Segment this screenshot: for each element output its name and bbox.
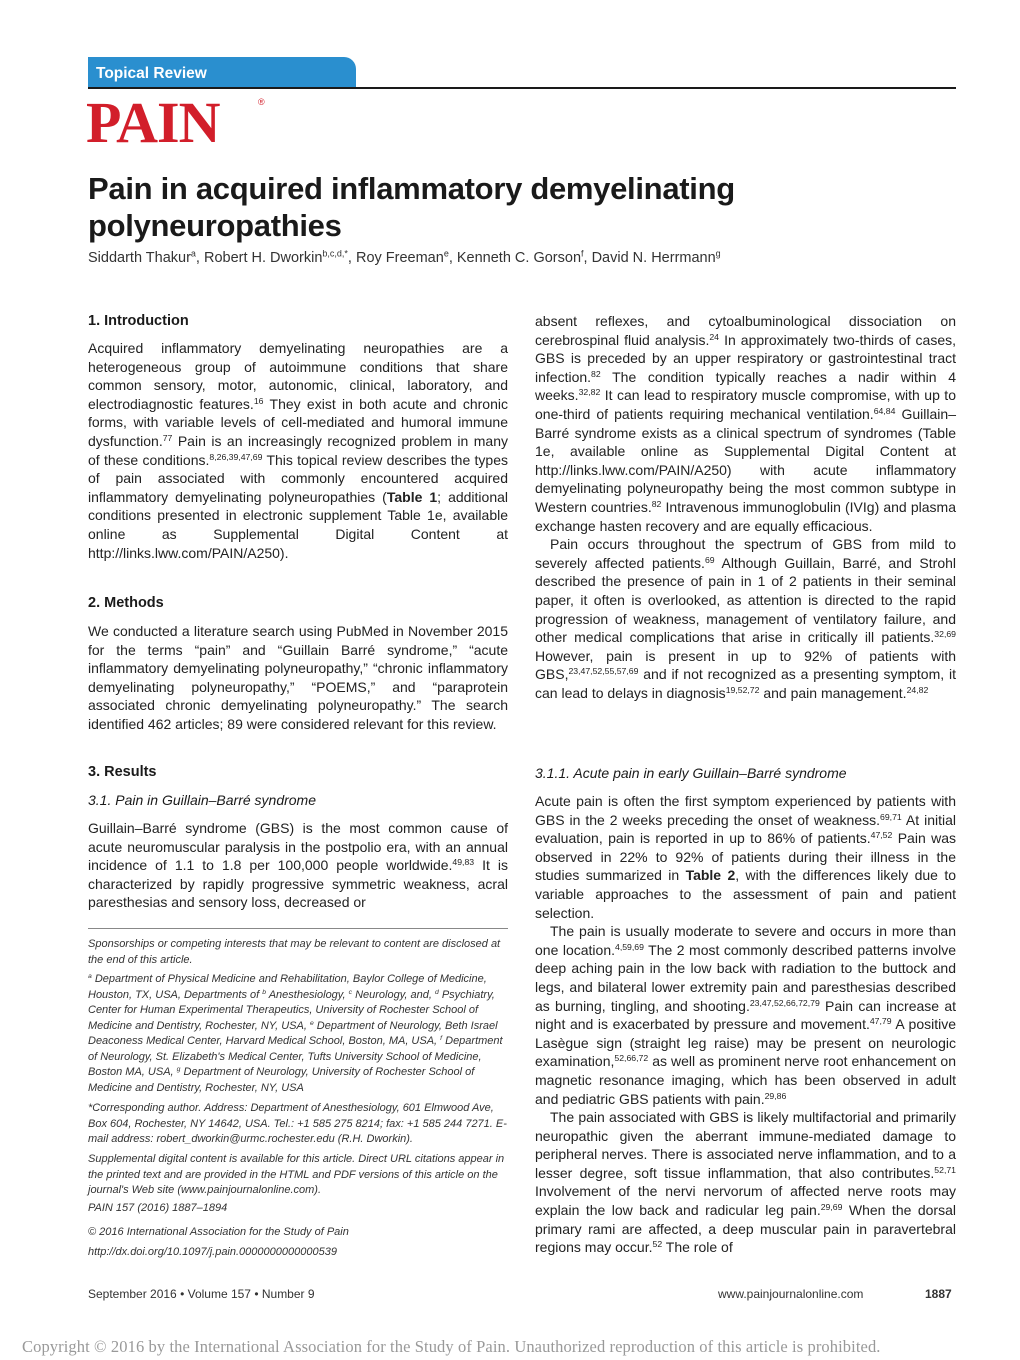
acute-pain-body: Acute pain is often the first symptom experienced by patients with GBS in the 2 weeks preceding the onset of weakness.$^{69,71}$ At initial evaluation, pain is reported in up to 86% of patients.$^{47,52}$ Pain was observed in 22% to 92% of patients during their illness in the studies summarized in Table 2, with the differences likely due to variable approaches to the assessment of pain and patient selection. The pain is usually moderate to severe and occurs in more than one location.$^{4,59,69}$ The 2 most commonly described patterns involve deep aching pain in the low back with radiation to the buttock and legs, and bilateral lower extremity pain and paresthesias described as burning, tingling, and shooting.$^{23,47,52,66,72,79}$ Pain can increase at night and is exacerbated by pressure and movement.$^{47,79}$ A positive Lasègue sign (straight leg raise) may be present on neurologic examination,$^{52,66,72}$ as well as prominent nerve root enhancement on magnetic resonance imaging, which has been observed in adult and pediatric GBS patients with pain.$^{29,86}$ The pain associated with GBS is likely multifactorial and primarily neuropathic given the aberrant immune-mediated damage to peripheral nerves. There is associated nerve inflammation, and to a lesser degree, soft tissue inflammation, that also contributes.$^{52,71}$ Involvement of the nervi nervorum of affected nerve roots may explain the low back and radicular leg pain.$^{29,69}$ When the dorsal primary rami are affected, a deep muscular pain in paravertebral regions may occur.$^{52}$ The role of — [535, 793, 957, 1256]
affiliation-mark: b,c,d,* — [322, 248, 348, 259]
author: Kenneth C. Gorson — [456, 250, 582, 266]
intro-heading: 1. Introduction — [88, 313, 189, 329]
author: Robert H. Dworkin — [203, 250, 323, 266]
sponsorship-note: Sponsorships or competing interests that may be relevant to content are disclosed at the end of this article. — [88, 938, 501, 966]
gbs-body: Guillain–Barré syndrome (GBS) is the most common cause of acute neuromuscular paralysis in the postpolio era, with an annual incidence of 1.1 to 1.8 per 100,000 people worldwide.$^{49,83}$ It is characterized by rapidly progressive symmetric weakness, acral paresthesias and sensory loss, decreased or — [88, 820, 508, 911]
gbs-heading: 3.1. Pain in Guillain–Barré syndrome — [88, 792, 317, 808]
copyright-line: © 2016 International Association for the Study of Pain — [88, 1226, 349, 1238]
affiliation-mark: f — [581, 248, 584, 259]
author: David N. Herrmann — [591, 250, 716, 266]
citation-line: PAIN 157 (2016) 1887–1894 — [88, 1202, 228, 1214]
registered-mark: ® — [258, 97, 265, 107]
affiliation-mark: a — [190, 248, 196, 259]
header-rule — [88, 87, 956, 89]
affiliation-mark: e — [443, 248, 449, 259]
journal-website[interactable]: www.painjournalonline.com — [718, 1287, 864, 1301]
intro-body: Acquired inflammatory demyelinating neuropathies are a heterogeneous group of autoimmune conditions that share common sensory, motor, autonomic, clinical, laboratory, and electrodiagnostic features.$^{16}$ They exist in both acute and chronic forms, with variable levels of cell-mediated and humoral immune dysfunction.$^{77}$ Pain is an increasingly recognized problem in many of these conditions.$^{8,26,39,47,69}$ This topical review describes the types of pain associated with commonly encountered acquired inflammatory demyelinating polyneuropathies (Table 1; additional conditions presented in electronic supplement Table 1e, available online as Supplemental Digital Content at http://links.lww.com/PAIN/A250). — [88, 340, 509, 561]
corresponding-author-note: *Corresponding author. Address: Department of Anesthesiology, 601 Elmwood Ave, Box 604, Rochester, NY 14642, USA. Tel.: +1 585 275 8214; fax: +1 585 244 7271. E-mail address: robert_dworkin@urmc.rochester.edu (R.H. Dworkin). — [88, 1102, 507, 1145]
supplemental-note: Supplemental digital content is available for this article. Direct URL citations appear in the printed text and are provided in the HTML and PDF versions of this article on the journal's Web site (www.painjournalonline.com). — [88, 1153, 505, 1196]
author-list: Siddarth Thakur$^a$, Robert H. Dworkin$^{b,c,d,*}$, Roy Freeman$^e$, Kenneth C. Gorson$^f$, David N. Herrmann$^g$ — [88, 248, 721, 266]
doi-link[interactable]: http://dx.doi.org/10.1097/j.pain.0000000000000539 — [88, 1246, 337, 1258]
affiliations-note: $^a$ Department of Physical Medicine and Rehabilitation, Baylor College of Medicine, Houston, TX, USA, Departments of $^b$ Anesthesiology, $^c$ Neurology, and, $^d$ Psychiatry, Center for Human Experimental Therapeutics, University of Rochester School of Medicine and Dentistry, Rochester, NY, USA, $^e$ Department of Neurology, Beth Israel Deaconess Medical Center, Harvard Medical School, Boston, MA, USA, $^f$ Department of Neurology, St. Elizabeth's Medical Center, Tufts University School of Medicine, Boston MA, USA, $^g$ Department of Neurology, University of Rochester School of Medicine and Dentistry, Rochester, NY, USA — [88, 972, 503, 1094]
acute-pain-heading: 3.1.1. Acute pain in early Guillain–Barré syndrome — [535, 765, 847, 781]
author: Roy Freeman — [355, 250, 444, 266]
gbs-body-continued: absent reflexes, and cytoalbuminological dissociation on cerebrospinal fluid analysis.$^{24}$ In approximately two-thirds of cases, GBS is preceded by an upper respiratory or gastrointestinal tract infection.$^{82}$ The condition typically reaches a nadir within 4 weeks.$^{32,82}$ It can lead to respiratory muscle compromise, with up to one-third of patients requiring mechanical ventilation.$^{64,84}$ Guillain–Barré syndrome exists as a clinical spectrum of syndromes (Table 1e, available online as Supplemental Digital Content at http://links.lww.com/PAIN/A250) with acute inflammatory demyelinating polyneuropathy being the most common subtype in Western countries.$^{82}$ Intravenous immunoglobulin (IVIg) and plasma exchange hasten recovery and are equally efficacious. Pain occurs throughout the spectrum of GBS from mild to severely affected patients.$^{69}$ Although Guillain, Barré, and Strohl described the presence of pain in 1 of 2 patients in their seminal paper, it often is overlooked, as attention is directed to the rapid progression of weakness, management of ventilatory failure, and other medical complications that arise in critically ill patients.$^{32,69}$ However, pain is present in up to 92% of patients with GBS,$^{23,47,52,55,57,69}$ and if not recognized as a presenting symptom, it can lead to delays in diagnosis$^{19,52,72}$ and pain management.$^{24,82}$ — [535, 313, 956, 701]
issue-info: September 2016 • Volume 157 • Number 9 — [88, 1287, 315, 1301]
methods-body: We conducted a literature search using PubMed in November 2015 for the terms “pain” and “Guillain Barré syndrome,” “acute inflammatory demyelinating polyneuropathy,” “chronic inflammatory demyelinating polyneuropathy,” “POEMS,” and “paraprotein associated chronic demyelinating polyneuropathy.” The search identified 462 articles; 89 were considered relevant for this review. — [88, 623, 508, 732]
article-title: Pain in acquired inflammatory demyelinating polyneuropathies — [88, 171, 735, 243]
affiliation-mark: g — [715, 248, 721, 259]
page-number: 1887 — [925, 1287, 952, 1301]
section-label: Topical Review — [96, 65, 207, 82]
copyright-banner: Copyright © 2016 by the International Association for the Study of Pain. Unauthorized reproduction of this article is prohibited. — [22, 1337, 881, 1356]
author: Siddarth Thakur — [88, 250, 191, 266]
results-heading: 3. Results — [88, 764, 157, 780]
journal-logo: PAIN — [86, 90, 220, 155]
methods-heading: 2. Methods — [88, 595, 164, 611]
footnote-rule — [88, 928, 508, 929]
